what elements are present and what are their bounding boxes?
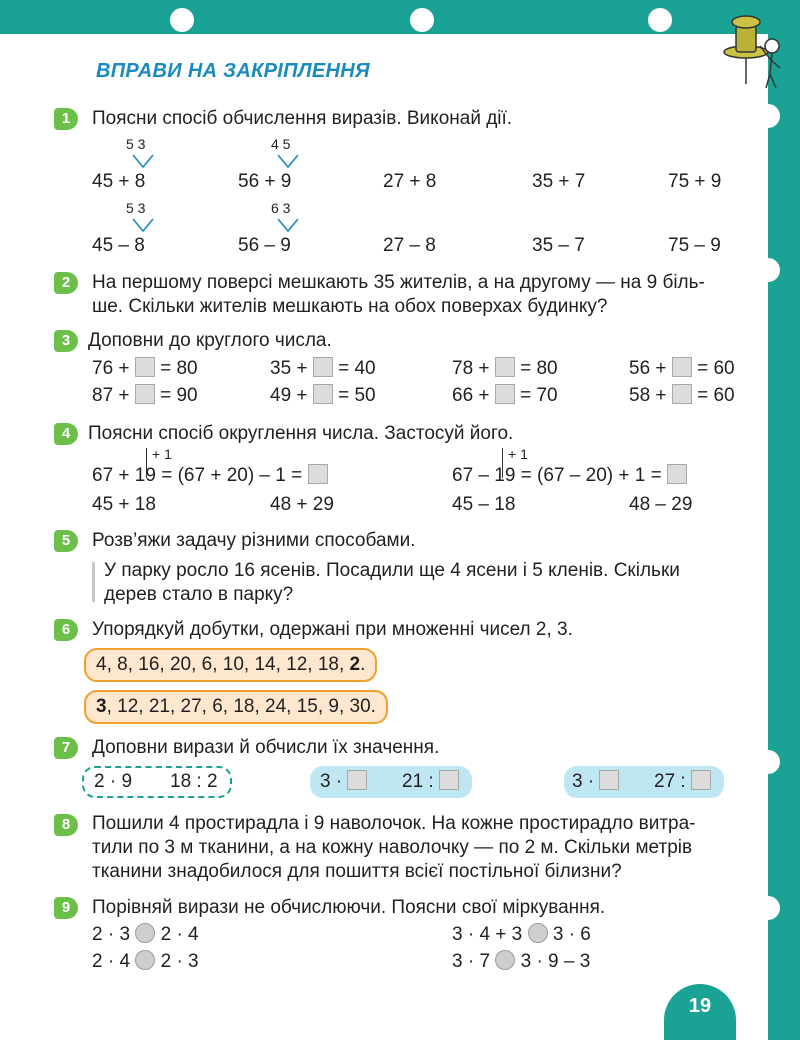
task-text: Порівняй вирази не обчислюючи. Поясни свої міркування. xyxy=(92,897,606,918)
hint-digits: 6 3 xyxy=(271,200,291,216)
split-mark-icon xyxy=(131,154,155,168)
task-text: Упорядкуй добутки, одержані при множенні чисел 2, 3. xyxy=(92,619,573,640)
task-text: Поясни спосіб обчислення виразів. Виконай дії. xyxy=(92,108,513,129)
right-bar xyxy=(768,0,800,1040)
answer-box[interactable] xyxy=(313,384,333,404)
fill-expression: 27 : xyxy=(654,766,711,798)
side-notch xyxy=(756,104,780,128)
comparison: 3 · 7 3 · 9 – 3 xyxy=(452,951,591,972)
top-notch xyxy=(170,8,194,32)
fill-expression: 78 + = 80 xyxy=(452,358,558,379)
task-number: 7 xyxy=(54,737,78,759)
fill-box xyxy=(564,766,724,798)
task-number: 9 xyxy=(54,897,78,919)
side-notch xyxy=(756,896,780,920)
task-number: 2 xyxy=(54,272,78,294)
task-text: тили по 3 м тканини, а на кожну наволочку — по 2 м. Скільки метрів xyxy=(92,837,693,858)
products-box: 4, 8, 16, 20, 6, 10, 14, 12, 18, 2. xyxy=(84,648,377,682)
answer-box[interactable] xyxy=(135,357,155,377)
problem-text: дерев стало в парку? xyxy=(104,584,294,605)
task-number: 8 xyxy=(54,814,78,836)
example-expression: 2 · 9 xyxy=(94,771,133,792)
split-mark-icon xyxy=(276,154,300,168)
answer-box[interactable] xyxy=(495,357,515,377)
section-title: ВПРАВИ НА ЗАКРІПЛЕННЯ xyxy=(96,60,370,82)
task-text: ше. Скільки жителів мешкають на обох поверхах будинку? xyxy=(92,296,608,317)
fill-expression: 21 : xyxy=(402,766,459,798)
products-box: 3, 12, 21, 27, 6, 18, 24, 15, 9, 30. xyxy=(84,690,388,724)
example-expression: 18 : 2 xyxy=(170,771,218,792)
fill-expression: 3 · xyxy=(320,766,367,798)
quote-bar xyxy=(92,562,95,602)
plus-one-label: + 1 xyxy=(508,446,528,462)
fill-expression: 58 + = 60 xyxy=(629,385,735,406)
task-text: Доповни до круглого числа. xyxy=(88,330,332,351)
task-text: тканини знадобилося для пошиття всієї постільної білизни? xyxy=(92,861,622,882)
fill-expression: 56 + = 60 xyxy=(629,358,735,379)
expression: 45 + 18 xyxy=(92,494,156,515)
expression: 45 + 8 xyxy=(92,171,146,192)
fill-expression: 87 + = 90 xyxy=(92,385,198,406)
task-number: 1 xyxy=(54,108,78,130)
problem-text: У парку росло 16 ясенів. Посадили ще 4 ясени і 5 кленів. Скільки xyxy=(104,560,680,581)
side-notch xyxy=(756,750,780,774)
plus-one-label: + 1 xyxy=(152,446,172,462)
fill-expression: 49 + = 50 xyxy=(270,385,376,406)
expression: 56 + 9 xyxy=(238,171,292,192)
task-number: 5 xyxy=(54,530,78,552)
expression: 56 – 9 xyxy=(238,235,291,256)
answer-box[interactable] xyxy=(347,770,367,790)
compare-circle[interactable] xyxy=(528,923,548,943)
comparison: 3 · 4 + 3 3 · 6 xyxy=(452,924,591,945)
page-number: 19 xyxy=(664,984,736,1040)
task-text: Поясни спосіб округлення числа. Застосуй його. xyxy=(88,423,514,444)
fill-expression: 76 + = 80 xyxy=(92,358,198,379)
task-number: 4 xyxy=(54,423,78,445)
fill-expression: 35 + = 40 xyxy=(270,358,376,379)
answer-box[interactable] xyxy=(439,770,459,790)
answer-box[interactable] xyxy=(667,464,687,484)
answer-box[interactable] xyxy=(135,384,155,404)
top-bar xyxy=(0,0,800,34)
pushpin-mascot-icon xyxy=(716,8,786,90)
expression: 35 – 7 xyxy=(532,235,585,256)
compare-circle[interactable] xyxy=(135,950,155,970)
expression: 35 + 7 xyxy=(532,171,586,192)
comparison: 2 · 4 2 · 3 xyxy=(92,951,199,972)
top-notch xyxy=(410,8,434,32)
task-text: Розв’яжи задачу різними способами. xyxy=(92,530,416,551)
fill-expression: 3 · xyxy=(572,766,619,798)
hint-digits: 5 3 xyxy=(126,200,146,216)
answer-box[interactable] xyxy=(313,357,333,377)
fill-box xyxy=(310,766,472,798)
side-notch xyxy=(756,258,780,282)
answer-box[interactable] xyxy=(691,770,711,790)
answer-box[interactable] xyxy=(599,770,619,790)
answer-box[interactable] xyxy=(308,464,328,484)
task-text: Доповни вирази й обчисли їх значення. xyxy=(92,737,440,758)
split-mark-icon xyxy=(131,218,155,232)
task-text: Пошили 4 простирадла і 9 наволочок. На кожне простирадло витра- xyxy=(92,813,696,834)
compare-circle[interactable] xyxy=(135,923,155,943)
task-number: 3 xyxy=(54,330,78,352)
hint-digits: 5 3 xyxy=(126,136,146,152)
rounding-example: 67 + 19 = (67 + 20) – 1 = xyxy=(92,463,328,489)
fill-expression: 66 + = 70 xyxy=(452,385,558,406)
example-box xyxy=(82,766,232,798)
expression: 48 – 29 xyxy=(629,494,693,515)
answer-box[interactable] xyxy=(672,357,692,377)
expression: 45 – 18 xyxy=(452,494,516,515)
compare-circle[interactable] xyxy=(495,950,515,970)
comparison: 2 · 3 2 · 4 xyxy=(92,924,199,945)
expression: 75 + 9 xyxy=(668,171,722,192)
expression: 27 + 8 xyxy=(383,171,437,192)
answer-box[interactable] xyxy=(495,384,515,404)
split-mark-icon xyxy=(276,218,300,232)
task-text: На першому поверсі мешкають 35 жителів, а на другому — на 9 біль- xyxy=(92,272,705,293)
task-number: 6 xyxy=(54,619,78,641)
expression: 48 + 29 xyxy=(270,494,334,515)
rounding-example: 67 – 19 = (67 – 20) + 1 = xyxy=(452,463,687,489)
expression: 75 – 9 xyxy=(668,235,721,256)
hint-digits: 4 5 xyxy=(271,136,291,152)
answer-box[interactable] xyxy=(672,384,692,404)
top-notch xyxy=(648,8,672,32)
expression: 27 – 8 xyxy=(383,235,436,256)
expression: 45 – 8 xyxy=(92,235,145,256)
